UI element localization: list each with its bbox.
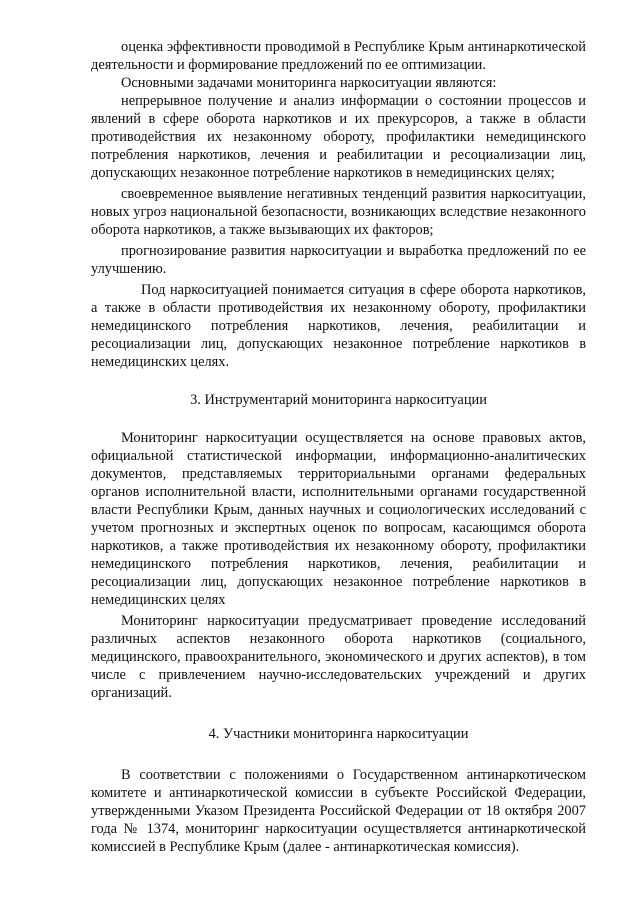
section-4-paragraph-1: В соответствии с положениями о Государственном антинаркотическом комитете и антинаркотической комиссии в субъекте Российской Федерации, утвержденными Указом Президента Российской Федерации от 18 октября 2007 года № 1374, мониторинг наркоситуации осуществляется антинаркотической комиссией в Республике Крым (далее - антинаркотическая комиссия). [91,767,586,855]
section-3-paragraph-2: Мониторинг наркоситуации предусматривает проведение исследований различных аспектов незаконного оборота наркотиков (социального, медицинского, правоохранительного, экономического и других аспектов), в том числе с привлечением научно-исследовательских учреждений и других организаций. [91,613,586,701]
paragraph-evaluation: оценка эффективности проводимой в Республике Крым антинаркотической деятельности и формирование предложений по ее оптимизации. [91,39,586,73]
section-3-paragraph-1: Мониторинг наркоситуации осуществляется на основе правовых актов, официальной статистической информации, информационно-аналитических документов, представляемых территориальными органами федеральных органов исполнительной власти, исполнительными органами государственной власти Республики Крым, данных научных и социологических исследований с учетом прогнозных и экспертных оценок по вопросам, касающимся оборота наркотиков, а также противодействия их незаконному обороту, профилактики немедицинского потребления наркотиков, лечения, реабилитации и ресоциализации лиц, допускающих незаконное потребление наркотиков в немедицинских целях [91,430,586,608]
paragraph-definition: Под наркоситуацией понимается ситуация в сфере оборота наркотиков, а также в области противодействия их незаконному обороту, профилактики немедицинского потребления наркотиков, лечения, реабилитации и ресоциализации лиц, допускающих незаконное потребление наркотиков в немедицинских целях. [91,282,586,370]
paragraph-task-1: непрерывное получение и анализ информации о состоянии процессов и явлений в сфере оборота наркотиков и их прекурсоров, а также в области противодействия их незаконному обороту, профилактики немедицинского потребления наркотиков, лечения и реабилитации и ресоциализации лиц, допускающих незаконное потребление наркотиков в немедицинских целях; [91,93,586,181]
paragraph-task-3: прогнозирование развития наркоситуации и выработка предложений по ее улучшению. [91,243,586,277]
document-page [91,38,586,856]
section-3-heading: 3. Инструментарий мониторинга наркоситуации [190,392,487,408]
paragraph-task-2: своевременное выявление негативных тенденций развития наркоситуации, новых угроз национальной безопасности, возникающих вследствие незаконного оборота наркотиков, а также вызывающих их факторов; [91,186,586,238]
section-4-heading: 4. Участники мониторинга наркоситуации [208,726,469,742]
paragraph-tasks-lead: Основными задачами мониторинга наркоситуации являются: [121,75,497,91]
